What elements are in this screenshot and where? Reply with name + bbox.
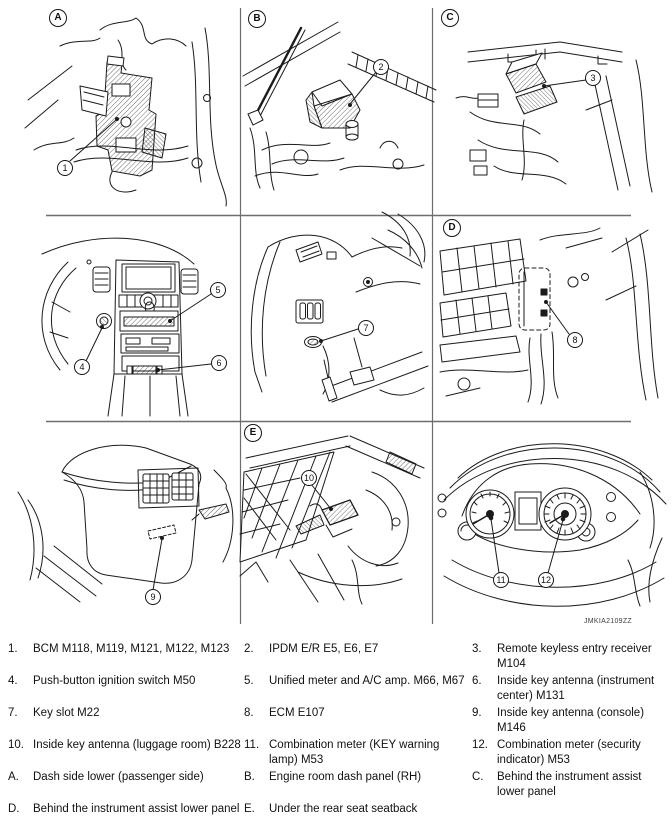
legend-item-key: 10. — [8, 739, 24, 751]
legend-item-e — [244, 802, 472, 827]
legend-item-a — [8, 770, 244, 800]
panel-console-illustration — [18, 445, 233, 602]
legend-item-text: Push-button ignition switch M50 — [33, 675, 196, 687]
callout-11: 11 — [493, 572, 509, 588]
legend-item-3 — [472, 642, 666, 672]
panel-dashboard-illustration — [42, 238, 211, 416]
legend-item-key: 11. — [244, 739, 260, 751]
legend-item-2 — [244, 642, 472, 672]
legend-item-text: Inside key antenna (instrument center) M131 — [497, 675, 655, 702]
panel-a-bcm-illustration — [25, 18, 226, 206]
callout-8: 8 — [567, 332, 583, 348]
figure-watermark: JMKIA2109ZZ — [583, 618, 632, 625]
legend — [8, 642, 666, 827]
callout-6: 6 — [211, 355, 227, 371]
panel-ecm-illustration — [440, 228, 658, 404]
panel-rear-seat-illustration — [240, 436, 424, 604]
panel-label-e: E — [244, 424, 262, 442]
panel-label-b: B — [248, 10, 266, 28]
legend-item-key: 2. — [244, 643, 254, 655]
callout-4: 4 — [74, 359, 90, 375]
legend-item-d — [8, 802, 244, 827]
legend-item-key: 6. — [472, 675, 482, 687]
callout-10: 10 — [301, 470, 317, 486]
legend-item-5 — [244, 674, 472, 704]
callout-2: 2 — [373, 59, 389, 75]
legend-item-key: 12. — [472, 739, 488, 751]
panel-label-a: A — [49, 9, 67, 27]
legend-item-key: 9. — [472, 707, 482, 719]
legend-item-text: BCM M118, M119, M121, M122, M123 — [33, 643, 230, 655]
legend-item-text: Combination meter (security indicator) M53 — [497, 739, 641, 766]
legend-item-7 — [8, 706, 244, 736]
panel-c-receiver-illustration — [456, 42, 652, 192]
legend-item-b — [244, 770, 472, 800]
legend-item-key: B. — [244, 771, 255, 783]
legend-item-text: IPDM E/R E5, E6, E7 — [269, 643, 379, 655]
legend-item-12 — [472, 738, 666, 768]
callout-12: 12 — [538, 572, 554, 588]
legend-item-text: Unified meter and A/C amp. M66, M67 — [269, 675, 465, 687]
callout-7: 7 — [358, 320, 374, 336]
callout-3: 3 — [585, 70, 601, 86]
legend-item-text: Behind the instrument assist lower panel — [497, 771, 642, 798]
legend-item-c — [472, 770, 666, 800]
legend-item-key: 5. — [244, 675, 254, 687]
legend-item-text: Behind the instrument assist lower panel — [33, 803, 240, 815]
legend-item-9 — [472, 706, 666, 736]
legend-item-text: Dash side lower (passenger side) — [33, 771, 204, 783]
legend-item-key: 8. — [244, 707, 254, 719]
legend-item-key: D. — [8, 803, 20, 815]
legend-item-text: Inside key antenna (luggage room) B228 — [33, 739, 241, 751]
legend-item-text: Key slot M22 — [33, 707, 100, 719]
legend-item-11 — [244, 738, 472, 768]
legend-item-1 — [8, 642, 244, 672]
legend-item-text: Combination meter (KEY warning lamp) M53 — [269, 739, 440, 766]
legend-item-key: 4. — [8, 675, 18, 687]
panel-b-ipdm-illustration — [243, 22, 436, 190]
legend-item-text: Engine room dash panel (RH) — [269, 771, 422, 783]
panel-label-d: D — [443, 219, 461, 237]
legend-item-key: 7. — [8, 707, 18, 719]
legend-item-key: E. — [244, 803, 255, 815]
legend-item-text: ECM E107 — [269, 707, 325, 719]
legend-item-key: C. — [472, 771, 484, 783]
panel-key-slot-illustration — [251, 212, 428, 402]
legend-item-text: Remote keyless entry receiver M104 — [497, 643, 652, 670]
callout-5: 5 — [210, 282, 226, 298]
legend-item-8 — [244, 706, 472, 736]
legend-item-text: Under the rear seat seatback — [269, 803, 418, 815]
legend-item-key: 3. — [472, 643, 482, 655]
callout-1: 1 — [57, 160, 73, 176]
legend-item-key: 1. — [8, 643, 18, 655]
legend-item-6 — [472, 674, 666, 704]
legend-item-10 — [8, 738, 244, 768]
callout-9: 9 — [145, 589, 161, 605]
legend-item-4 — [8, 674, 244, 704]
legend-item-key: A. — [8, 771, 19, 783]
legend-item-text: Inside key antenna (console) M146 — [497, 707, 645, 734]
panel-label-c: C — [441, 9, 459, 27]
